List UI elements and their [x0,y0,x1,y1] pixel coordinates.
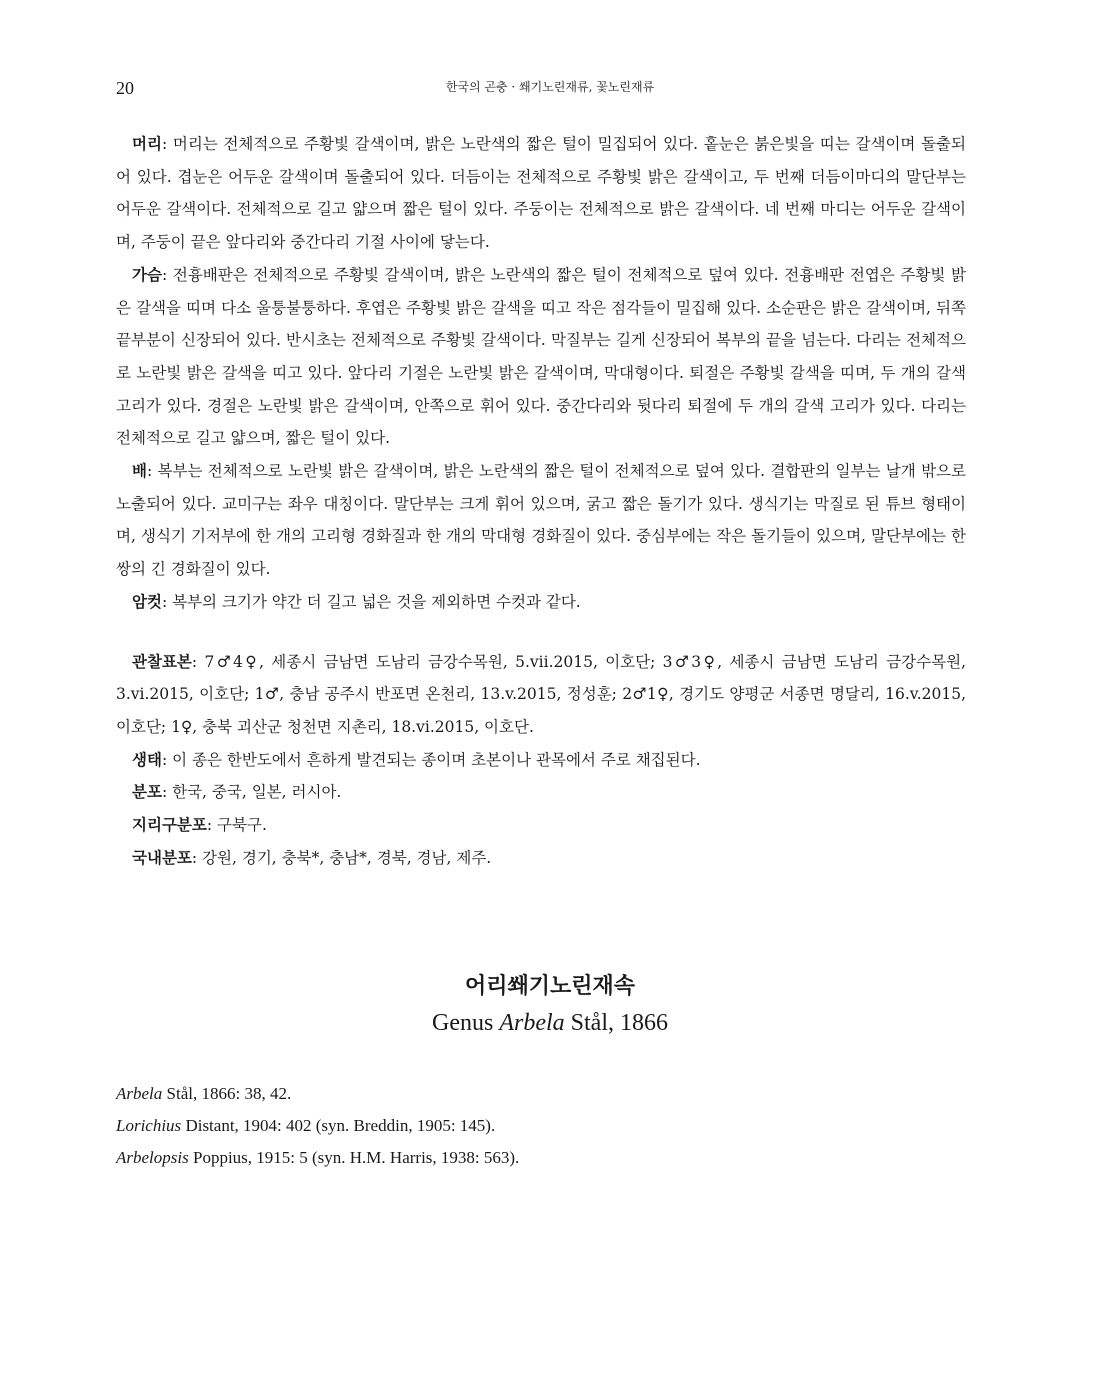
domestic-distribution-paragraph [116,842,966,875]
genus-author: Stål, 1866 [564,1010,668,1036]
genus-prefix: Genus [432,1010,500,1036]
head-label: 머리 [132,134,162,153]
thorax-paragraph [116,259,966,455]
female-paragraph [116,586,966,619]
head-paragraph [116,128,966,259]
synonym-entry [116,1078,966,1110]
biogeography-paragraph [116,809,966,842]
genus-scientific-name [0,1006,1100,1040]
abdomen-label: 배 [132,461,147,481]
synonym-citation: Stål, 1866: 38, 42. [162,1084,292,1103]
thorax-label: 가슴 [132,264,162,284]
synonym-entry [116,1142,966,1174]
domestic-distribution-text: : 강원, 경기, 충북*, 충남*, 경북, 경남, 제주. [191,848,492,867]
synonym-citation: Poppius, 1915: 5 (syn. H.M. Harris, 1938: 563). [188,1148,520,1167]
female-text: : 복부의 크기가 약간 더 길고 넓은 것을 제외하면 수컷과 같다. [161,592,581,611]
ecology-paragraph [116,744,966,777]
ecology-text: : 이 종은 한반도에서 흔하게 발견되는 종이며 초본이나 관목에서 주로 채집된다. [161,750,701,769]
distribution-label: 분포 [132,782,162,802]
synonym-entry [116,1110,966,1142]
thorax-text: : 전흉배판은 전체적으로 주황빛 갈색이며, 밝은 노란색의 짧은 털이 전체적으로 덮여 있다. 전흉배판 전엽은 주황빛 밝은 갈색을 띠며 다소 울퉁불퉁하다. 후엽은 주황빛 밝은 갈색을 띠고 작은 점각들이 밀집해 있다. 소순판은 밝은 갈색이며, 뒤쪽 끝부분이 신장되어 있다. 반시초는 전체적으로 주황빛 갈색이다. 막질부는 길게 신장되어 복부의 끝을 넘는다. 다리는 전체적으로 노란빛 밝은 갈색을 띠고 있다. 앞다리 기절은 노란빛 밝은 갈색이며, 막대형이다. 퇴절은 주황빛 갈색을 띠며, 두 개의 갈색 고리가 있다. 경절은 노란빛 밝은 갈색이며, 안쪽으로 휘어 있다. 중간다리와 뒷다리 퇴절에 두 개의 갈색 고리가 있다. 다리는 전체적으로 길고 얇으며, 짧은 털이 있다. [116,265,966,448]
specimens-paragraph [116,646,966,744]
biogeography-label: 지리구분포 [132,815,207,835]
abdomen-paragraph [116,455,966,586]
species-description [116,128,966,874]
synonym-name: Arbelopsis [116,1148,189,1167]
ecology-label: 생태 [132,749,162,769]
page-number: 20 [116,78,134,98]
head-text: : 머리는 전체적으로 주황빛 갈색이며, 밝은 노란색의 짧은 털이 밀집되어 있다. 홑눈은 붉은빛을 띠는 갈색이며 돌출되어 있다. 겹눈은 어두운 갈색이며 돌출되어 있다. 더듬이는 전체적으로 주황빛 밝은 갈색이고, 두 번째 더듬이마디의 말단부는 어두운 갈색이다. 전체적으로 길고 얇으며 짧은 털이 있다. 주둥이는 전체적으로 밝은 갈색이다. 네 번째 마디는 어두운 갈색이며, 주둥이 끝은 앞다리와 중간다리 기절 사이에 닿는다. [116,135,966,252]
distribution-text: : 한국, 중국, 일본, 러시아. [161,783,342,802]
synonym-name: Lorichius [116,1116,182,1135]
abdomen-text: : 복부는 전체적으로 노란빛 밝은 갈색이며, 밝은 노란색의 짧은 털이 전체적으로 덮여 있다. 결합판의 일부는 날개 밖으로 노출되어 있다. 교미구는 좌우 대칭이다. 말단부는 크게 휘어 있으며, 굵고 짧은 돌기가 있다. 생식기는 막질로 된 튜브 형태이며, 생식기 기저부에 한 개의 고리형 경화질과 한 개의 막대형 경화질이 있다. 중심부에는 작은 돌기들이 있으며, 말단부에는 한 쌍의 긴 경화질이 있다. [116,462,966,579]
synonym-list [116,1078,966,1174]
biogeography-text: : 구북구. [206,816,267,835]
domestic-distribution-label: 국내분포 [132,847,192,867]
specimens-label: 관찰표본 [132,651,192,671]
synonym-name: Arbela [116,1084,163,1103]
genus-heading [0,966,1100,1040]
genus-korean-name: 어리쐐기노린재속 [464,973,636,999]
specimens-text: : 7♂4♀, 세종시 금남면 도남리 금강수목원, 5.vii.2015, 이호단; 3♂3♀, 세종시 금남면 도남리 금강수목원, 3.vi.2015, 이호단; 1♂, 충남 공주시 반포면 온천리, 13.v.2015, 정성훈; 2♂1♀, 경기도 양평군 서종면 명달리, 16.v.2015, 이호단; 1♀, 충북 괴산군 청천면 지촌리, 18.vi.2015, 이호단. [116,652,966,736]
genus-name: Arbela [499,1010,565,1036]
running-header: 한국의 곤충 · 쐐기노린재류, 꽃노린재류 [445,80,655,94]
synonym-citation: Distant, 1904: 402 (syn. Breddin, 1905: 145). [181,1116,496,1135]
section-gap [116,619,966,646]
distribution-paragraph [116,776,966,809]
female-label: 암컷 [132,591,162,611]
